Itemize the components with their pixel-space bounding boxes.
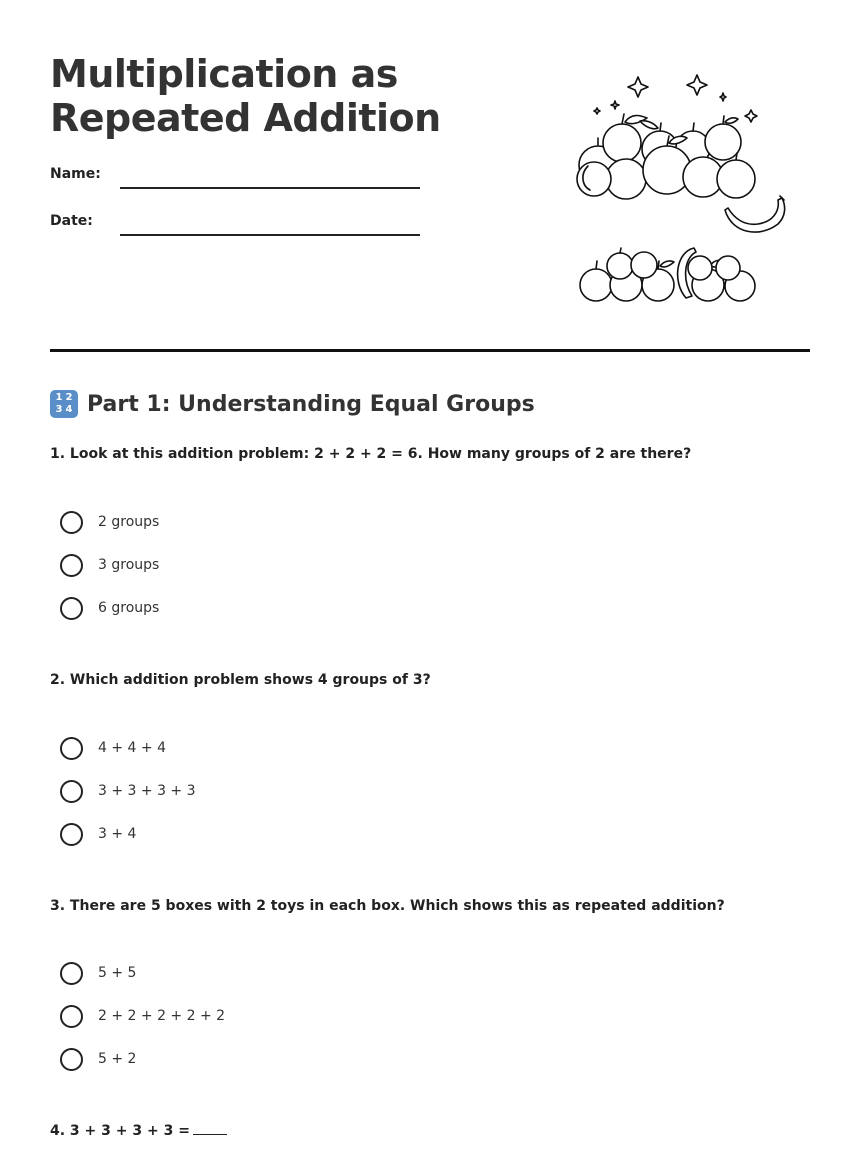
question-2-option-1[interactable] (60, 735, 166, 761)
date-label: Date: (50, 213, 93, 229)
part1-heading (50, 390, 535, 418)
answer-blank[interactable] (193, 1123, 227, 1135)
fruit-pile-illustration (568, 66, 793, 312)
option-label: 6 groups (98, 600, 160, 616)
input-numbers-icon: 1 2 3 4 (50, 390, 78, 418)
radio-button[interactable] (60, 737, 83, 760)
apple-row-bottom (580, 248, 755, 301)
question-4-text: 4. 3 + 3 + 3 + 3 = (50, 1123, 190, 1139)
option-label: 5 + 2 (98, 1051, 137, 1067)
question-3: 3. There are 5 boxes with 2 toys in each box. Which shows this as repeated addition? (50, 898, 725, 914)
part1-heading-text: Part 1: Understanding Equal Groups (87, 391, 535, 417)
radio-button[interactable] (60, 962, 83, 985)
radio-button[interactable] (60, 1048, 83, 1071)
header-divider (50, 349, 810, 352)
title-line-2: Repeated Addition (50, 96, 441, 140)
question-1: 1. Look at this addition problem: 2 + 2 + 2 = 6. How many groups of 2 are there? (50, 446, 692, 462)
radio-button[interactable] (60, 554, 83, 577)
option-label: 2 groups (98, 514, 160, 530)
banana-icon (725, 196, 785, 232)
option-label: 4 + 4 + 4 (98, 740, 166, 756)
date-field[interactable] (120, 234, 420, 236)
question-1-option-1[interactable] (60, 509, 159, 535)
title-line-1: Multiplication as (50, 52, 398, 96)
radio-button[interactable] (60, 597, 83, 620)
question-1-option-3[interactable] (60, 595, 159, 621)
question-2-option-2[interactable] (60, 778, 196, 804)
option-label: 3 + 4 (98, 826, 137, 842)
sparkle-icon (594, 75, 757, 122)
radio-button[interactable] (60, 1005, 83, 1028)
option-label: 5 + 5 (98, 965, 137, 981)
question-3-option-2[interactable] (60, 1003, 225, 1029)
worksheet-title (50, 52, 441, 140)
radio-button[interactable] (60, 823, 83, 846)
question-3-option-1[interactable] (60, 960, 136, 986)
radio-button[interactable] (60, 511, 83, 534)
option-label: 2 + 2 + 2 + 2 + 2 (98, 1008, 226, 1024)
option-label: 3 groups (98, 557, 160, 573)
name-label: Name: (50, 166, 101, 182)
question-4 (50, 1123, 227, 1139)
question-2-option-3[interactable] (60, 821, 136, 847)
radio-button[interactable] (60, 780, 83, 803)
apple-pile-top (577, 114, 755, 199)
name-field[interactable] (120, 187, 420, 189)
question-3-option-3[interactable] (60, 1046, 136, 1072)
question-1-option-2[interactable] (60, 552, 159, 578)
question-2: 2. Which addition problem shows 4 groups of 3? (50, 672, 431, 688)
option-label: 3 + 3 + 3 + 3 (98, 783, 196, 799)
